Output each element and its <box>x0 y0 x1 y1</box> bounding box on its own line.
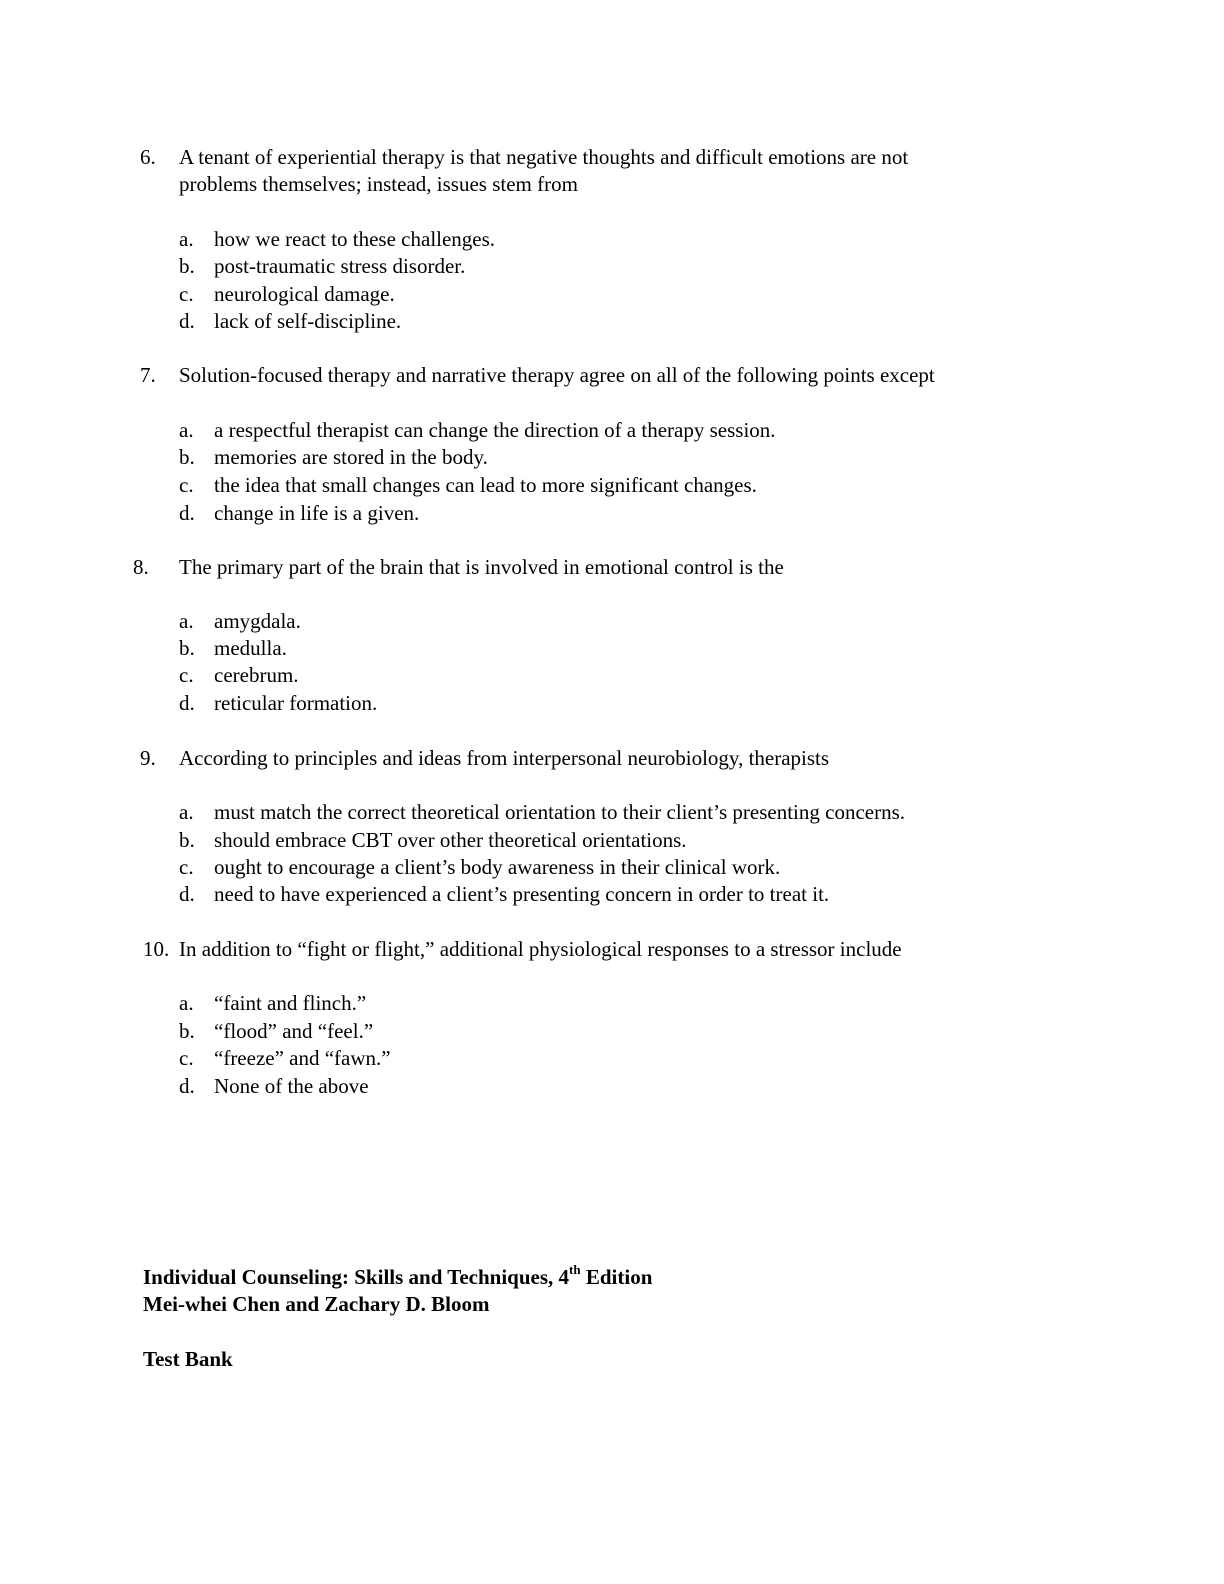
edition-superscript: th <box>569 1262 581 1277</box>
question-8-text-line-1: The primary part of the brain that is involved in emotional control is the <box>179 555 784 579</box>
book-title-text: Individual Counseling: Skills and Techniques, 4 <box>143 1265 570 1289</box>
question-6-text-line-1: A tenant of experiential therapy is that negative thoughts and difficult emotions are not <box>179 145 909 169</box>
question-8-option-c-label: c. <box>179 663 194 687</box>
question-7-option-b-label: b. <box>179 445 195 469</box>
question-7-option-b-text: memories are stored in the body. <box>214 445 488 469</box>
question-6-option-c-label: c. <box>179 282 194 306</box>
question-6-option-c-text: neurological damage. <box>214 282 395 306</box>
question-7-number: 7. <box>140 363 156 387</box>
question-10-option-a-label: a. <box>179 991 194 1015</box>
question-7-text-line-1: Solution-focused therapy and narrative therapy agree on all of the following points except <box>179 363 935 387</box>
question-9-option-c-label: c. <box>179 855 194 879</box>
question-8-option-c-text: cerebrum. <box>214 663 299 687</box>
question-8-number: 8. <box>133 555 149 579</box>
edition-word: Edition <box>580 1265 653 1289</box>
question-10-option-d-label: d. <box>179 1074 195 1098</box>
question-6-option-b-text: post-traumatic stress disorder. <box>214 254 466 278</box>
question-10-text-line-1: In addition to “fight or flight,” additional physiological responses to a stressor include <box>179 937 902 961</box>
question-10-option-b-text: “flood” and “feel.” <box>214 1019 374 1043</box>
book-title <box>143 1264 652 1291</box>
question-9-text-line-1: According to principles and ideas from interpersonal neurobiology, therapists <box>179 746 830 770</box>
question-9-number: 9. <box>140 746 156 770</box>
question-10-number: 10. <box>143 937 170 961</box>
question-10-option-a-text: “faint and flinch.” <box>214 991 367 1015</box>
question-6-number: 6. <box>140 145 156 169</box>
question-9-option-b-text: should embrace CBT over other theoretical orientations. <box>214 828 687 852</box>
question-7-option-c-text: the idea that small changes can lead to more significant changes. <box>214 473 757 497</box>
question-10-option-b-label: b. <box>179 1019 195 1043</box>
question-9-option-d-text: need to have experienced a client’s presenting concern in order to treat it. <box>214 882 830 906</box>
question-9-option-a-label: a. <box>179 800 194 824</box>
question-9-option-b-label: b. <box>179 828 195 852</box>
question-9-option-a-text: must match the correct theoretical orientation to their client’s presenting concerns. <box>214 800 906 824</box>
question-7-option-c-label: c. <box>179 473 194 497</box>
question-8-option-d-text: reticular formation. <box>214 691 378 715</box>
question-6-option-d-text: lack of self-discipline. <box>214 309 402 333</box>
question-8-option-d-label: d. <box>179 691 195 715</box>
question-9-option-d-label: d. <box>179 882 195 906</box>
question-10-option-d-text: None of the above <box>214 1074 369 1098</box>
test-bank-label: Test Bank <box>143 1347 233 1371</box>
question-7-option-a-text: a respectful therapist can change the direction of a therapy session. <box>214 418 776 442</box>
question-6-option-d-label: d. <box>179 309 195 333</box>
question-7-option-d-text: change in life is a given. <box>214 501 420 525</box>
question-6-option-b-label: b. <box>179 254 195 278</box>
question-6-option-a-text: how we react to these challenges. <box>214 227 496 251</box>
question-7-option-d-label: d. <box>179 501 195 525</box>
question-10-option-c-label: c. <box>179 1046 194 1070</box>
question-10-option-c-text: “freeze” and “fawn.” <box>214 1046 391 1070</box>
question-9-option-c-text: ought to encourage a client’s body awareness in their clinical work. <box>214 855 781 879</box>
question-6-option-a-label: a. <box>179 227 194 251</box>
book-authors: Mei-whei Chen and Zachary D. Bloom <box>143 1292 490 1316</box>
question-7-option-a-label: a. <box>179 418 194 442</box>
question-8-option-a-text: amygdala. <box>214 609 301 633</box>
question-8-option-a-label: a. <box>179 609 194 633</box>
question-8-option-b-label: b. <box>179 636 195 660</box>
question-8-option-b-text: medulla. <box>214 636 287 660</box>
question-6-text-line-2: problems themselves; instead, issues stem from <box>179 172 578 196</box>
